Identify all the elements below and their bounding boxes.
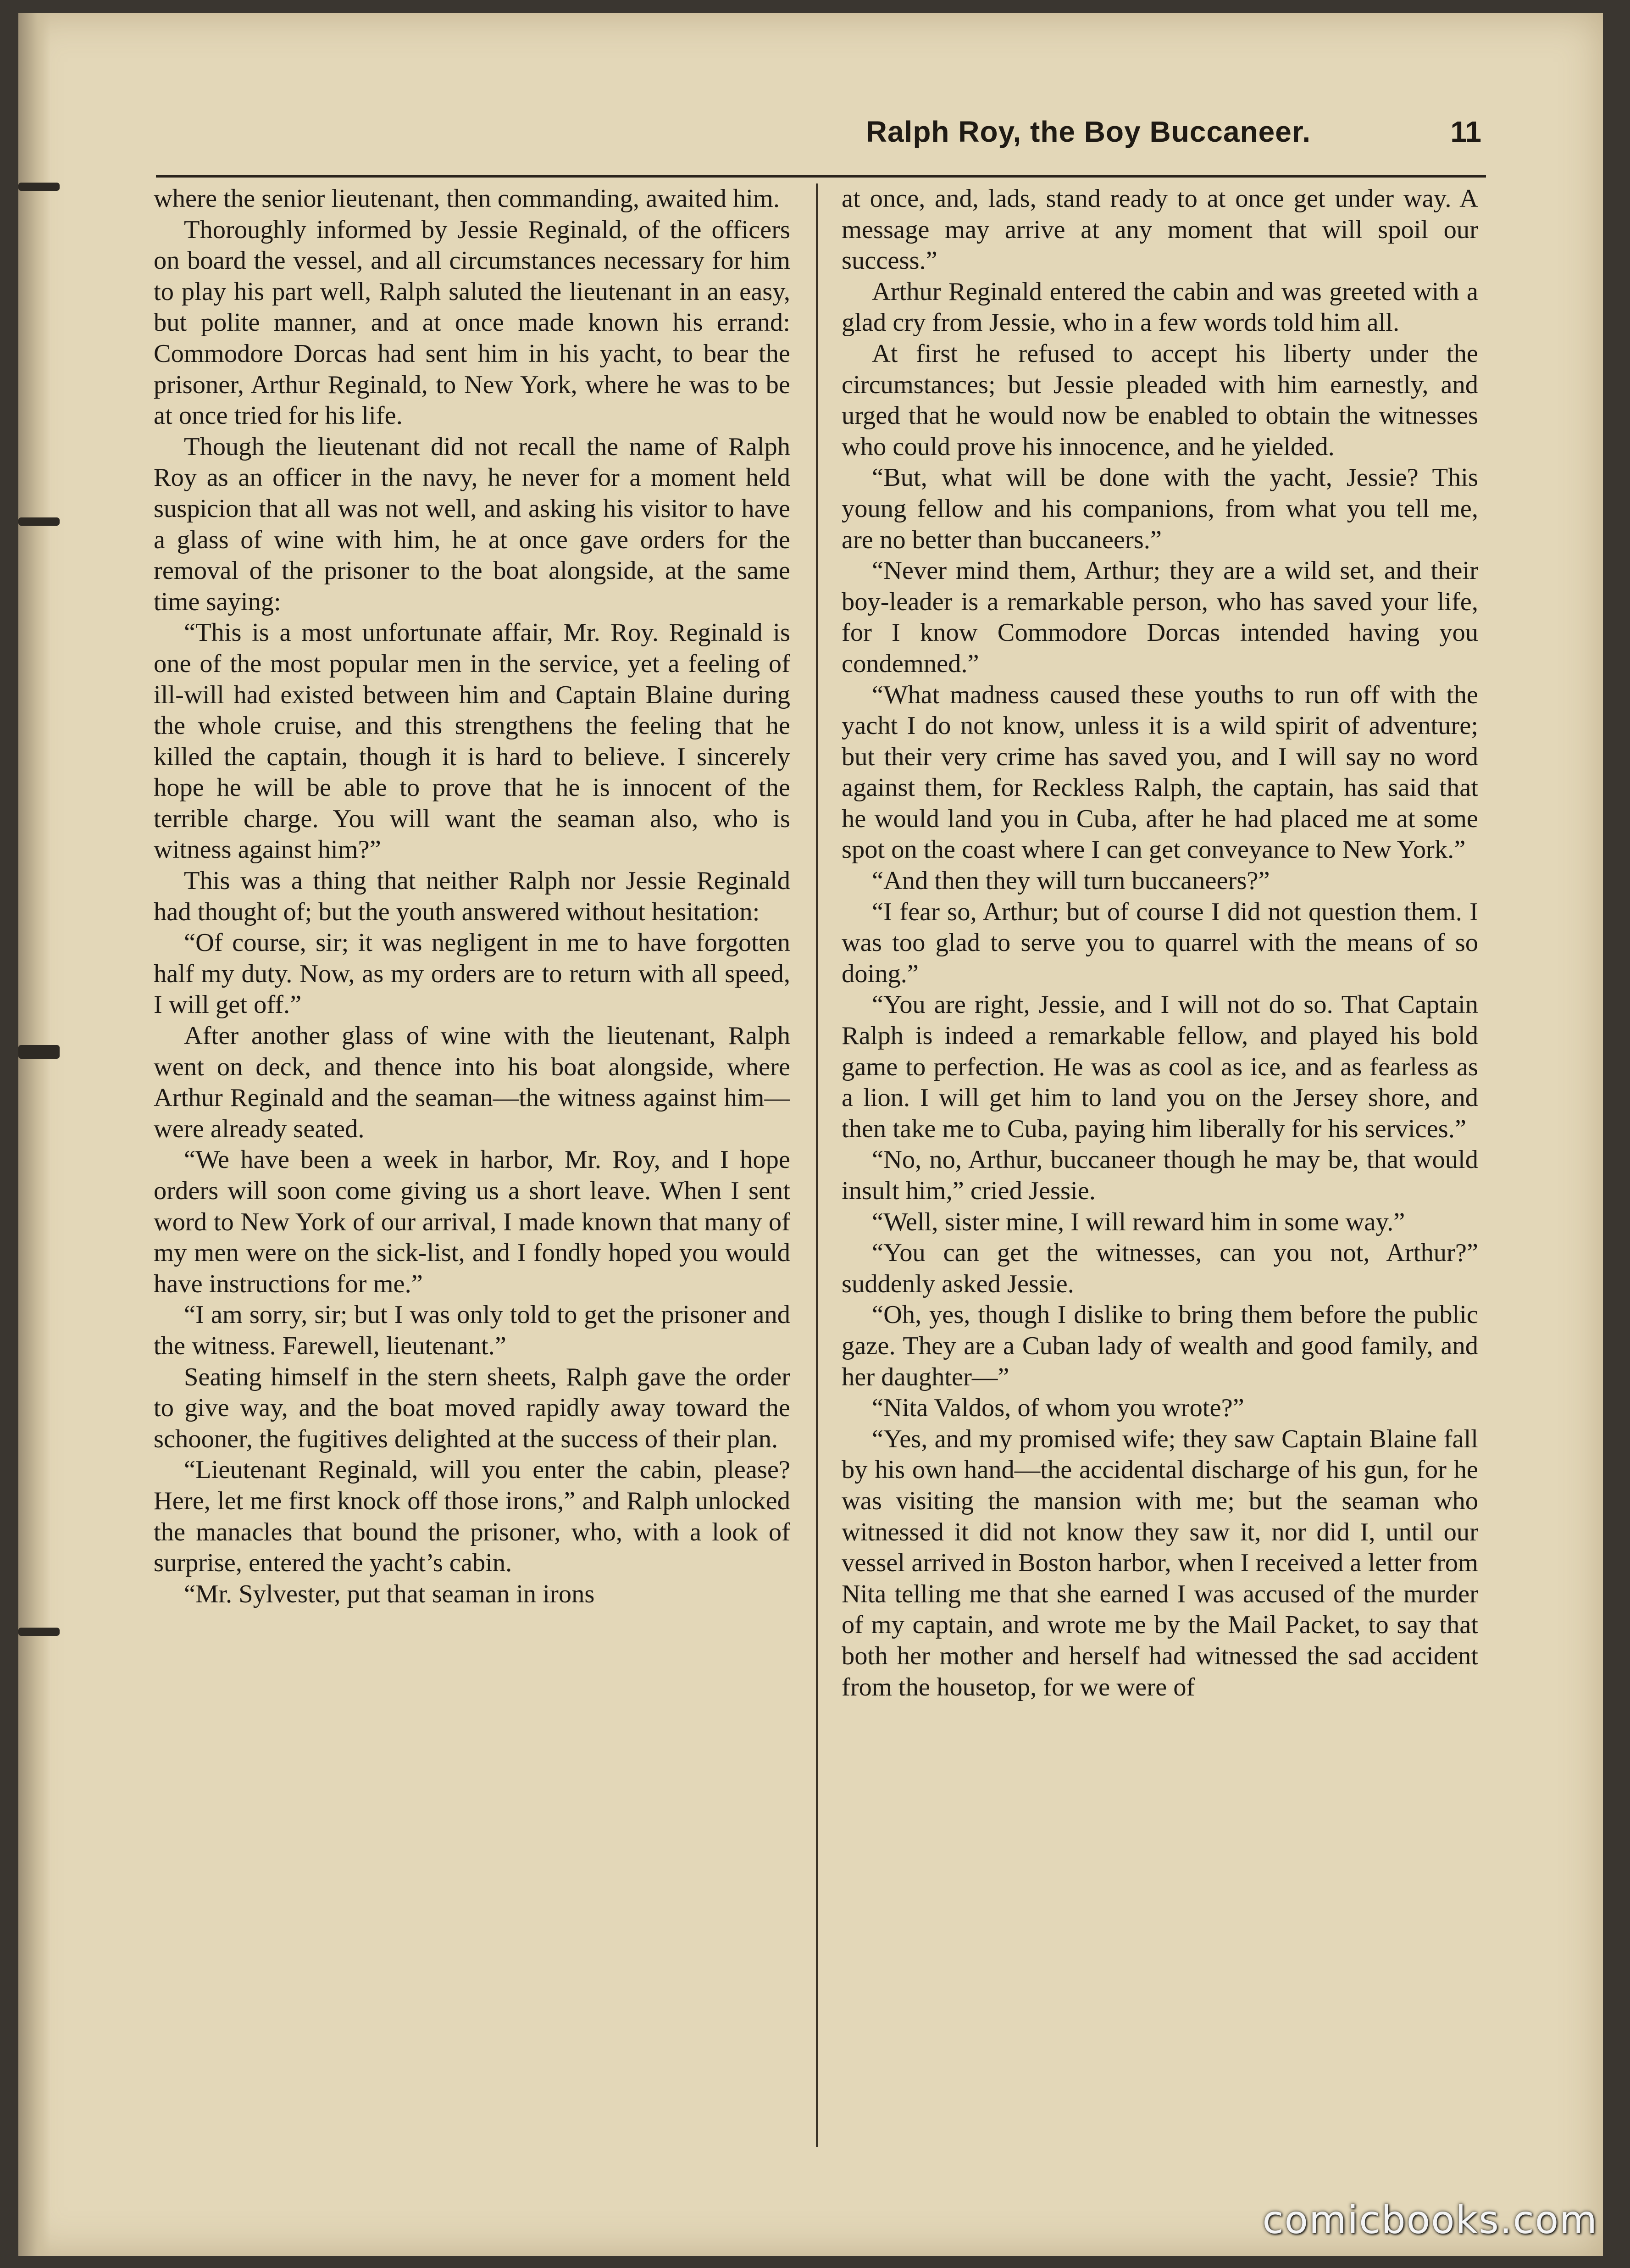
paragraph: “But, what will be done with the yacht, Jessie? This young fellow and his companions, from what you tell me, are no better than buccaneers.” [842, 463, 1478, 554]
paragraph: “And then they will turn buccaneers?” [872, 867, 1270, 895]
paragraph: “Mr. Sylvester, put that seaman in irons [184, 1579, 595, 1608]
paragraph: “Nita Valdos, of whom you wrote?” [872, 1394, 1244, 1423]
staple-mark [18, 517, 60, 526]
paragraph: Seating himself in the stern sheets, Ralph gave the order to give way, and the boat moved rapidly away toward the schooner, the fugitives delighted at the success of their plan. [154, 1362, 790, 1453]
running-title: Ralph Roy, the Boy Buccaneer. [865, 115, 1311, 148]
column-divider [816, 183, 818, 2147]
paragraph: “We have been a week in harbor, Mr. Roy, and I hope orders will soon come giving us a short leave. When I sent word to New York of our arrival, I made known that many of my men were on the sick-list, and I fondly hoped you would have instructions for me.” [154, 1145, 790, 1298]
paragraph: “Yes, and my promised wife; they saw Captain Blaine fall by his own hand—the accidental discharge of his gun, for he was visiting the mansion with me; but the seaman who witnessed it did not know they saw it, nor did I, until our vessel arrived in Boston harbor, when I received a letter from Nita telling me that she earned I was accused of the murder of my captain, and wrote me by the Mail Packet, to say that both her mother and herself had witnessed the sad accident from the housetop, for we were of [842, 1424, 1478, 1701]
paragraph: “Of course, sir; it was negligent in me to have forgotten half my duty. Now, as my orders are to return with all speed, I will get off.” [154, 928, 790, 1019]
paragraph: “Oh, yes, though I dislike to bring them before the public gaze. They are a Cuban lady of wealth and good family, and her daughter—” [842, 1301, 1478, 1391]
paragraph: This was a thing that neither Ralph nor Jessie Reginald had thought of; but the youth answered without hesitation: [154, 867, 790, 926]
paragraph: Arthur Reginald entered the cabin and was greeted with a glad cry from Jessie, who in a few words told him all. [842, 277, 1478, 337]
paragraph: “No, no, Arthur, buccaneer though he may be, that would insult him,” cried Jessie. [842, 1145, 1478, 1205]
paragraph: “I fear so, Arthur; but of course I did not question them. I was too glad to serve you to quarrel with the means of so doing.” [842, 897, 1478, 988]
paragraph: where the senior lieutenant, then commanding, awaited him. [154, 184, 780, 213]
staple-mark [18, 183, 60, 191]
left-column [154, 183, 790, 2147]
paragraph: “Lieutenant Reginald, will you enter the cabin, please? Here, let me first knock off those irons,” and Ralph unlocked the manacles that bound the prisoner, who, with a look of surprise, entered the yacht’s cabin. [154, 1456, 790, 1578]
paragraph: “I am sorry, sir; but I was only told to get the prisoner and the witness. Farewell, lieutenant.” [154, 1301, 790, 1360]
staple-mark [18, 1045, 60, 1059]
paragraph: At first he refused to accept his liberty under the circumstances; but Jessie pleaded with him earnestly, and urged that he would now be enabled to obtain the witnesses who could prove his innocence, and he yielded. [842, 339, 1478, 461]
staple-mark [18, 1628, 60, 1636]
paragraph: “Well, sister mine, I will reward him in some way.” [872, 1207, 1405, 1236]
paragraph: After another glass of wine with the lieutenant, Ralph went on deck, and thence into his boat alongside, where Arthur Reginald and the seaman—the witness against him—were already seated. [154, 1022, 790, 1143]
paragraph: “This is a most unfortunate affair, Mr. Roy. Reginald is one of the most popular men in the service, yet a feeling of ill-will had existed between him and Captain Blaine during the whole cruise, and this strengthens the feeling that he killed the captain, though it is hard to believe. I sincerely hope he will be able to prove that he is innocent of the terrible charge. You will want the seaman also, who is witness against him?” [154, 618, 790, 864]
page-binding [18, 13, 50, 2256]
paragraph: “What madness caused these youths to run off with the yacht I do not know, unless it is a wild spirit of adventure; but their very crime has saved you, and I will say no word against them, for Reckless Ralph, the captain, has said that he would land you in Cuba, after he had placed me at some spot on the coast where I can get conveyance to New York.” [842, 680, 1478, 864]
watermark-text: comicbooks.com [1262, 2197, 1598, 2242]
header-rule [156, 175, 1486, 178]
page-number: 11 [1450, 115, 1481, 148]
paragraph: “You can get the witnesses, can you not, Arthur?” suddenly asked Jessie. [842, 1239, 1478, 1298]
paragraph: “You are right, Jessie, and I will not do so. That Captain Ralph is indeed a remarkable fellow, and played his bold game to perfection. He was as cool as ice, and as fearless as a lion. I will get him to land you on the Jersey shore, and then take me to Cuba, paying him liberally for his services.” [842, 990, 1478, 1143]
paragraph: “Never mind them, Arthur; they are a wild set, and their boy-leader is a remarkable person, who has saved your life, for I know Commodore Dorcas intended having you condemned.” [842, 556, 1478, 678]
right-column [842, 183, 1478, 2147]
paragraph: at once, and, lads, stand ready to at once get under way. A message may arrive at any moment that will spoil our success.” [842, 184, 1478, 275]
paragraph: Thoroughly informed by Jessie Reginald, of the officers on board the vessel, and all circumstances necessary for him to play his part well, Ralph saluted the lieutenant in an easy, but polite manner, and at once made known his errand: Commodore Dorcas had sent him in his yacht, to bear the prisoner, Arthur Reginald, to New York, where he was to be at once tried for his life. [154, 215, 790, 430]
paragraph: Though the lieutenant did not recall the name of Ralph Roy as an officer in the navy, he never for a moment held suspicion that all was not well, and asking his visitor to have a glass of wine with him, he at once gave orders for the removal of the prisoner to the boat alongside, at the same time saying: [154, 432, 790, 616]
